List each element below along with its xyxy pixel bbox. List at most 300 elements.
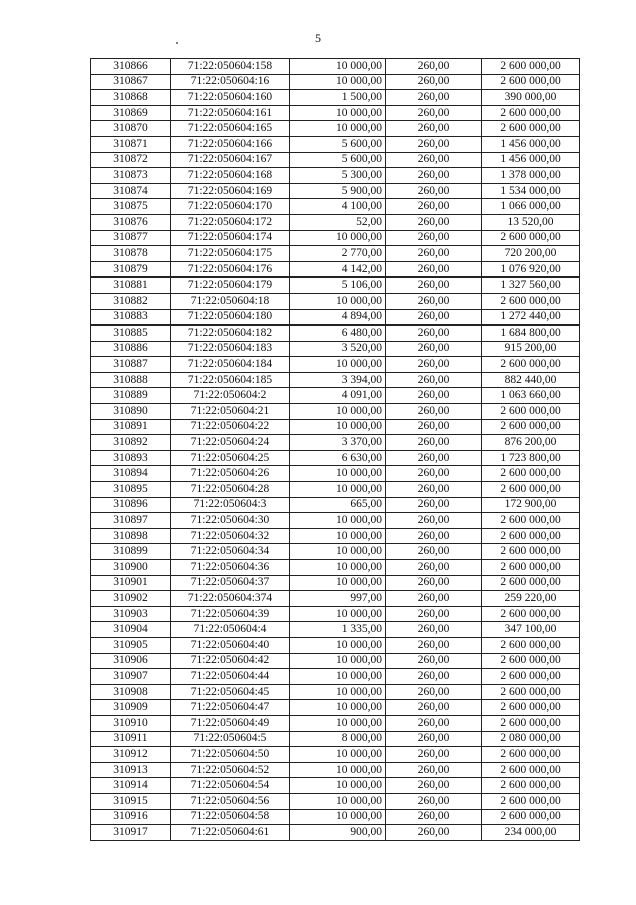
table-row xyxy=(91,762,580,778)
cell-total-value: 876 200,00 xyxy=(482,435,580,451)
cell-area: 997,00 xyxy=(290,591,386,607)
cell-number: 310886 xyxy=(91,341,171,357)
cell-rate: 260,00 xyxy=(386,762,482,778)
table-row xyxy=(91,653,580,669)
table-row xyxy=(91,435,580,451)
cell-total-value: 2 600 000,00 xyxy=(482,121,580,137)
cell-cadastral-number: 71:22:050604:168 xyxy=(171,168,290,184)
cell-area: 1 335,00 xyxy=(290,622,386,638)
cell-rate: 260,00 xyxy=(386,747,482,763)
cell-cadastral-number: 71:22:050604:174 xyxy=(171,230,290,246)
cell-cadastral-number: 71:22:050604:36 xyxy=(171,560,290,576)
table-row xyxy=(91,778,580,794)
cell-area: 10 000,00 xyxy=(290,544,386,560)
table-row xyxy=(91,466,580,482)
cell-number: 310898 xyxy=(91,528,171,544)
cell-cadastral-number: 71:22:050604:54 xyxy=(171,778,290,794)
cell-rate: 260,00 xyxy=(386,715,482,731)
cell-number: 310878 xyxy=(91,246,171,262)
cell-rate: 260,00 xyxy=(386,482,482,498)
cell-rate: 260,00 xyxy=(386,809,482,825)
cell-rate: 260,00 xyxy=(386,277,482,293)
cell-cadastral-number: 71:22:050604:44 xyxy=(171,669,290,685)
cell-area: 10 000,00 xyxy=(290,684,386,700)
cell-area: 52,00 xyxy=(290,214,386,230)
table-row xyxy=(91,152,580,168)
cell-area: 10 000,00 xyxy=(290,809,386,825)
cell-number: 310915 xyxy=(91,793,171,809)
cell-total-value: 2 600 000,00 xyxy=(482,466,580,482)
cell-area: 10 000,00 xyxy=(290,606,386,622)
cell-total-value: 1 066 000,00 xyxy=(482,199,580,215)
cell-number: 310869 xyxy=(91,105,171,121)
cell-total-value: 234 000,00 xyxy=(482,825,580,841)
cell-rate: 260,00 xyxy=(386,168,482,184)
table-row xyxy=(91,606,580,622)
cell-area: 8 000,00 xyxy=(290,731,386,747)
cell-total-value: 347 100,00 xyxy=(482,622,580,638)
cell-rate: 260,00 xyxy=(386,435,482,451)
cell-total-value: 1 456 000,00 xyxy=(482,152,580,168)
cell-area: 1 500,00 xyxy=(290,90,386,106)
cell-area: 2 770,00 xyxy=(290,246,386,262)
cell-area: 4 100,00 xyxy=(290,199,386,215)
scan-speck xyxy=(176,42,178,44)
cell-rate: 260,00 xyxy=(386,591,482,607)
cell-number: 310904 xyxy=(91,622,171,638)
cell-area: 5 300,00 xyxy=(290,168,386,184)
cell-total-value: 2 600 000,00 xyxy=(482,575,580,591)
cell-total-value: 1 378 000,00 xyxy=(482,168,580,184)
table-row xyxy=(91,309,580,325)
cell-rate: 260,00 xyxy=(386,575,482,591)
cell-area: 10 000,00 xyxy=(290,747,386,763)
cell-cadastral-number: 71:22:050604:52 xyxy=(171,762,290,778)
cell-number: 310916 xyxy=(91,809,171,825)
cell-area: 6 480,00 xyxy=(290,325,386,341)
table-row xyxy=(91,357,580,373)
table-row xyxy=(91,591,580,607)
cell-cadastral-number: 71:22:050604:50 xyxy=(171,747,290,763)
cell-area: 10 000,00 xyxy=(290,637,386,653)
cell-number: 310899 xyxy=(91,544,171,560)
cell-total-value: 2 600 000,00 xyxy=(482,793,580,809)
table-row xyxy=(91,450,580,466)
cell-cadastral-number: 71:22:050604:175 xyxy=(171,246,290,262)
cell-number: 310890 xyxy=(91,404,171,420)
table-row xyxy=(91,637,580,653)
cell-rate: 260,00 xyxy=(386,183,482,199)
cell-cadastral-number: 71:22:050604:170 xyxy=(171,199,290,215)
cell-rate: 260,00 xyxy=(386,497,482,513)
cell-number: 310881 xyxy=(91,277,171,293)
table-row xyxy=(91,293,580,309)
cell-total-value: 2 600 000,00 xyxy=(482,637,580,653)
cell-cadastral-number: 71:22:050604:176 xyxy=(171,261,290,277)
cell-number: 310917 xyxy=(91,825,171,841)
cell-rate: 260,00 xyxy=(386,513,482,529)
cell-total-value: 1 272 440,00 xyxy=(482,309,580,325)
cell-area: 10 000,00 xyxy=(290,357,386,373)
cell-number: 310897 xyxy=(91,513,171,529)
table-row xyxy=(91,136,580,152)
cell-total-value: 2 600 000,00 xyxy=(482,653,580,669)
cell-cadastral-number: 71:22:050604:45 xyxy=(171,684,290,700)
cell-area: 10 000,00 xyxy=(290,513,386,529)
cell-area: 3 370,00 xyxy=(290,435,386,451)
table-row xyxy=(91,544,580,560)
table-row xyxy=(91,528,580,544)
cell-total-value: 2 600 000,00 xyxy=(482,404,580,420)
cell-area: 10 000,00 xyxy=(290,466,386,482)
cell-total-value: 2 600 000,00 xyxy=(482,513,580,529)
cell-total-value: 2 600 000,00 xyxy=(482,357,580,373)
table-row xyxy=(91,715,580,731)
table-row xyxy=(91,669,580,685)
cell-area: 3 520,00 xyxy=(290,341,386,357)
cell-number: 310877 xyxy=(91,230,171,246)
cell-number: 310906 xyxy=(91,653,171,669)
table-row xyxy=(91,168,580,184)
cell-cadastral-number: 71:22:050604:167 xyxy=(171,152,290,168)
cell-cadastral-number: 71:22:050604:183 xyxy=(171,341,290,357)
cell-rate: 260,00 xyxy=(386,261,482,277)
cell-cadastral-number: 71:22:050604:4 xyxy=(171,622,290,638)
cell-number: 310868 xyxy=(91,90,171,106)
cell-number: 310876 xyxy=(91,214,171,230)
cell-total-value: 2 600 000,00 xyxy=(482,293,580,309)
cell-rate: 260,00 xyxy=(386,199,482,215)
cell-area: 3 394,00 xyxy=(290,372,386,388)
cell-total-value: 1 076 920,00 xyxy=(482,261,580,277)
cell-cadastral-number: 71:22:050604:26 xyxy=(171,466,290,482)
cell-number: 310872 xyxy=(91,152,171,168)
cell-number: 310891 xyxy=(91,419,171,435)
cell-total-value: 2 600 000,00 xyxy=(482,419,580,435)
cell-number: 310914 xyxy=(91,778,171,794)
cell-number: 310887 xyxy=(91,357,171,373)
cell-rate: 260,00 xyxy=(386,778,482,794)
table-row xyxy=(91,90,580,106)
cell-rate: 260,00 xyxy=(386,105,482,121)
cell-total-value: 2 600 000,00 xyxy=(482,230,580,246)
cell-cadastral-number: 71:22:050604:169 xyxy=(171,183,290,199)
cell-rate: 260,00 xyxy=(386,700,482,716)
cell-number: 310871 xyxy=(91,136,171,152)
cell-area: 4 142,00 xyxy=(290,261,386,277)
cell-total-value: 2 600 000,00 xyxy=(482,59,580,75)
cell-area: 10 000,00 xyxy=(290,293,386,309)
cell-cadastral-number: 71:22:050604:185 xyxy=(171,372,290,388)
cell-cadastral-number: 71:22:050604:39 xyxy=(171,606,290,622)
table-row xyxy=(91,513,580,529)
cell-rate: 260,00 xyxy=(386,136,482,152)
table-row xyxy=(91,261,580,277)
cell-area: 10 000,00 xyxy=(290,404,386,420)
cell-area: 6 630,00 xyxy=(290,450,386,466)
cell-total-value: 259 220,00 xyxy=(482,591,580,607)
cell-area: 665,00 xyxy=(290,497,386,513)
cell-cadastral-number: 71:22:050604:34 xyxy=(171,544,290,560)
cell-total-value: 1 456 000,00 xyxy=(482,136,580,152)
cell-area: 5 600,00 xyxy=(290,152,386,168)
cell-cadastral-number: 71:22:050604:18 xyxy=(171,293,290,309)
cell-area: 10 000,00 xyxy=(290,560,386,576)
cell-cadastral-number: 71:22:050604:24 xyxy=(171,435,290,451)
cell-rate: 260,00 xyxy=(386,606,482,622)
table-row xyxy=(91,419,580,435)
cell-total-value: 2 600 000,00 xyxy=(482,684,580,700)
table-row xyxy=(91,105,580,121)
table-row xyxy=(91,230,580,246)
cell-cadastral-number: 71:22:050604:160 xyxy=(171,90,290,106)
cell-rate: 260,00 xyxy=(386,325,482,341)
cell-number: 310896 xyxy=(91,497,171,513)
cell-total-value: 172 900,00 xyxy=(482,497,580,513)
cell-cadastral-number: 71:22:050604:58 xyxy=(171,809,290,825)
cell-number: 310893 xyxy=(91,450,171,466)
cell-rate: 260,00 xyxy=(386,684,482,700)
cell-number: 310870 xyxy=(91,121,171,137)
table-row xyxy=(91,59,580,75)
cell-rate: 260,00 xyxy=(386,404,482,420)
page-number: 5 xyxy=(315,31,321,45)
cell-rate: 260,00 xyxy=(386,121,482,137)
table-row xyxy=(91,575,580,591)
table-row xyxy=(91,388,580,404)
cell-area: 5 106,00 xyxy=(290,277,386,293)
table-row xyxy=(91,404,580,420)
land-valuation-table xyxy=(90,58,580,841)
cell-number: 310883 xyxy=(91,309,171,325)
cell-number: 310900 xyxy=(91,560,171,576)
cell-total-value: 1 684 800,00 xyxy=(482,325,580,341)
table-row xyxy=(91,560,580,576)
cell-total-value: 2 600 000,00 xyxy=(482,747,580,763)
cell-area: 10 000,00 xyxy=(290,793,386,809)
table-row xyxy=(91,214,580,230)
cell-rate: 260,00 xyxy=(386,419,482,435)
cell-cadastral-number: 71:22:050604:172 xyxy=(171,214,290,230)
cell-rate: 260,00 xyxy=(386,622,482,638)
cell-cadastral-number: 71:22:050604:182 xyxy=(171,325,290,341)
cell-area: 10 000,00 xyxy=(290,669,386,685)
cell-cadastral-number: 71:22:050604:49 xyxy=(171,715,290,731)
table-row xyxy=(91,372,580,388)
cell-cadastral-number: 71:22:050604:158 xyxy=(171,59,290,75)
cell-cadastral-number: 71:22:050604:21 xyxy=(171,404,290,420)
table-row xyxy=(91,341,580,357)
cell-total-value: 2 600 000,00 xyxy=(482,762,580,778)
cell-rate: 260,00 xyxy=(386,246,482,262)
cell-area: 4 894,00 xyxy=(290,309,386,325)
cell-number: 310905 xyxy=(91,637,171,653)
cell-number: 310888 xyxy=(91,372,171,388)
cell-total-value: 2 600 000,00 xyxy=(482,105,580,121)
cell-cadastral-number: 71:22:050604:166 xyxy=(171,136,290,152)
cell-number: 310913 xyxy=(91,762,171,778)
cell-total-value: 13 520,00 xyxy=(482,214,580,230)
cell-number: 310867 xyxy=(91,74,171,90)
table-row xyxy=(91,325,580,341)
table-row xyxy=(91,121,580,137)
cell-total-value: 2 600 000,00 xyxy=(482,482,580,498)
cell-number: 310873 xyxy=(91,168,171,184)
cell-rate: 260,00 xyxy=(386,731,482,747)
cell-area: 10 000,00 xyxy=(290,419,386,435)
cell-cadastral-number: 71:22:050604:32 xyxy=(171,528,290,544)
table-row xyxy=(91,825,580,841)
cell-number: 310901 xyxy=(91,575,171,591)
cell-number: 310907 xyxy=(91,669,171,685)
cell-cadastral-number: 71:22:050604:180 xyxy=(171,309,290,325)
table-row xyxy=(91,809,580,825)
cell-rate: 260,00 xyxy=(386,293,482,309)
cell-rate: 260,00 xyxy=(386,372,482,388)
cell-number: 310903 xyxy=(91,606,171,622)
cell-area: 10 000,00 xyxy=(290,778,386,794)
cell-area: 10 000,00 xyxy=(290,528,386,544)
table-row xyxy=(91,731,580,747)
cell-rate: 260,00 xyxy=(386,152,482,168)
cell-number: 310882 xyxy=(91,293,171,309)
cell-area: 10 000,00 xyxy=(290,121,386,137)
table-row xyxy=(91,497,580,513)
cell-rate: 260,00 xyxy=(386,357,482,373)
cell-number: 310889 xyxy=(91,388,171,404)
cell-total-value: 1 534 000,00 xyxy=(482,183,580,199)
cell-total-value: 2 600 000,00 xyxy=(482,74,580,90)
cell-rate: 260,00 xyxy=(386,793,482,809)
cell-area: 10 000,00 xyxy=(290,762,386,778)
cell-total-value: 1 063 660,00 xyxy=(482,388,580,404)
cell-rate: 260,00 xyxy=(386,528,482,544)
cell-area: 10 000,00 xyxy=(290,715,386,731)
cell-number: 310908 xyxy=(91,684,171,700)
table-row xyxy=(91,482,580,498)
table-row xyxy=(91,183,580,199)
table-row xyxy=(91,622,580,638)
cell-rate: 260,00 xyxy=(386,653,482,669)
cell-number: 310885 xyxy=(91,325,171,341)
cell-number: 310874 xyxy=(91,183,171,199)
cell-area: 10 000,00 xyxy=(290,105,386,121)
cell-area: 900,00 xyxy=(290,825,386,841)
cell-number: 310894 xyxy=(91,466,171,482)
cell-area: 4 091,00 xyxy=(290,388,386,404)
cell-cadastral-number: 71:22:050604:2 xyxy=(171,388,290,404)
cell-number: 310909 xyxy=(91,700,171,716)
cell-rate: 260,00 xyxy=(386,825,482,841)
cell-area: 5 900,00 xyxy=(290,183,386,199)
cell-total-value: 2 080 000,00 xyxy=(482,731,580,747)
cell-area: 10 000,00 xyxy=(290,653,386,669)
cell-cadastral-number: 71:22:050604:161 xyxy=(171,105,290,121)
cell-total-value: 2 600 000,00 xyxy=(482,669,580,685)
cell-number: 310875 xyxy=(91,199,171,215)
cell-rate: 260,00 xyxy=(386,560,482,576)
cell-rate: 260,00 xyxy=(386,214,482,230)
table-row xyxy=(91,684,580,700)
table-row xyxy=(91,246,580,262)
cell-number: 310895 xyxy=(91,482,171,498)
cell-cadastral-number: 71:22:050604:30 xyxy=(171,513,290,529)
cell-cadastral-number: 71:22:050604:37 xyxy=(171,575,290,591)
cell-rate: 260,00 xyxy=(386,388,482,404)
cell-area: 10 000,00 xyxy=(290,482,386,498)
cell-rate: 260,00 xyxy=(386,669,482,685)
cell-total-value: 2 600 000,00 xyxy=(482,606,580,622)
cell-rate: 260,00 xyxy=(386,59,482,75)
cell-cadastral-number: 71:22:050604:61 xyxy=(171,825,290,841)
cell-number: 310902 xyxy=(91,591,171,607)
cell-area: 10 000,00 xyxy=(290,59,386,75)
cell-total-value: 2 600 000,00 xyxy=(482,715,580,731)
cell-total-value: 2 600 000,00 xyxy=(482,778,580,794)
cell-total-value: 1 723 800,00 xyxy=(482,450,580,466)
cell-total-value: 2 600 000,00 xyxy=(482,700,580,716)
cell-cadastral-number: 71:22:050604:22 xyxy=(171,419,290,435)
cell-total-value: 1 327 560,00 xyxy=(482,277,580,293)
cell-area: 10 000,00 xyxy=(290,230,386,246)
cell-cadastral-number: 71:22:050604:56 xyxy=(171,793,290,809)
cell-number: 310892 xyxy=(91,435,171,451)
table-body xyxy=(91,59,580,841)
cell-cadastral-number: 71:22:050604:28 xyxy=(171,482,290,498)
cell-cadastral-number: 71:22:050604:165 xyxy=(171,121,290,137)
cell-rate: 260,00 xyxy=(386,309,482,325)
table-row xyxy=(91,199,580,215)
cell-cadastral-number: 71:22:050604:179 xyxy=(171,277,290,293)
cell-rate: 260,00 xyxy=(386,637,482,653)
cell-cadastral-number: 71:22:050604:25 xyxy=(171,450,290,466)
table-row xyxy=(91,277,580,293)
cell-rate: 260,00 xyxy=(386,450,482,466)
cell-total-value: 390 000,00 xyxy=(482,90,580,106)
cell-number: 310912 xyxy=(91,747,171,763)
table-row xyxy=(91,793,580,809)
cell-total-value: 882 440,00 xyxy=(482,372,580,388)
cell-number: 310910 xyxy=(91,715,171,731)
cell-rate: 260,00 xyxy=(386,341,482,357)
cell-area: 10 000,00 xyxy=(290,74,386,90)
cell-rate: 260,00 xyxy=(386,230,482,246)
cell-rate: 260,00 xyxy=(386,74,482,90)
cell-cadastral-number: 71:22:050604:5 xyxy=(171,731,290,747)
cell-total-value: 2 600 000,00 xyxy=(482,560,580,576)
table-row xyxy=(91,747,580,763)
cell-cadastral-number: 71:22:050604:16 xyxy=(171,74,290,90)
cell-area: 5 600,00 xyxy=(290,136,386,152)
cell-cadastral-number: 71:22:050604:47 xyxy=(171,700,290,716)
cell-total-value: 2 600 000,00 xyxy=(482,544,580,560)
table-row xyxy=(91,700,580,716)
cell-rate: 260,00 xyxy=(386,544,482,560)
cell-rate: 260,00 xyxy=(386,90,482,106)
cell-total-value: 2 600 000,00 xyxy=(482,809,580,825)
cell-cadastral-number: 71:22:050604:184 xyxy=(171,357,290,373)
cell-number: 310911 xyxy=(91,731,171,747)
cell-cadastral-number: 71:22:050604:374 xyxy=(171,591,290,607)
cell-cadastral-number: 71:22:050604:42 xyxy=(171,653,290,669)
cell-area: 10 000,00 xyxy=(290,700,386,716)
cell-total-value: 915 200,00 xyxy=(482,341,580,357)
cell-total-value: 720 200,00 xyxy=(482,246,580,262)
cell-cadastral-number: 71:22:050604:3 xyxy=(171,497,290,513)
cell-area: 10 000,00 xyxy=(290,575,386,591)
cell-total-value: 2 600 000,00 xyxy=(482,528,580,544)
cell-number: 310879 xyxy=(91,261,171,277)
